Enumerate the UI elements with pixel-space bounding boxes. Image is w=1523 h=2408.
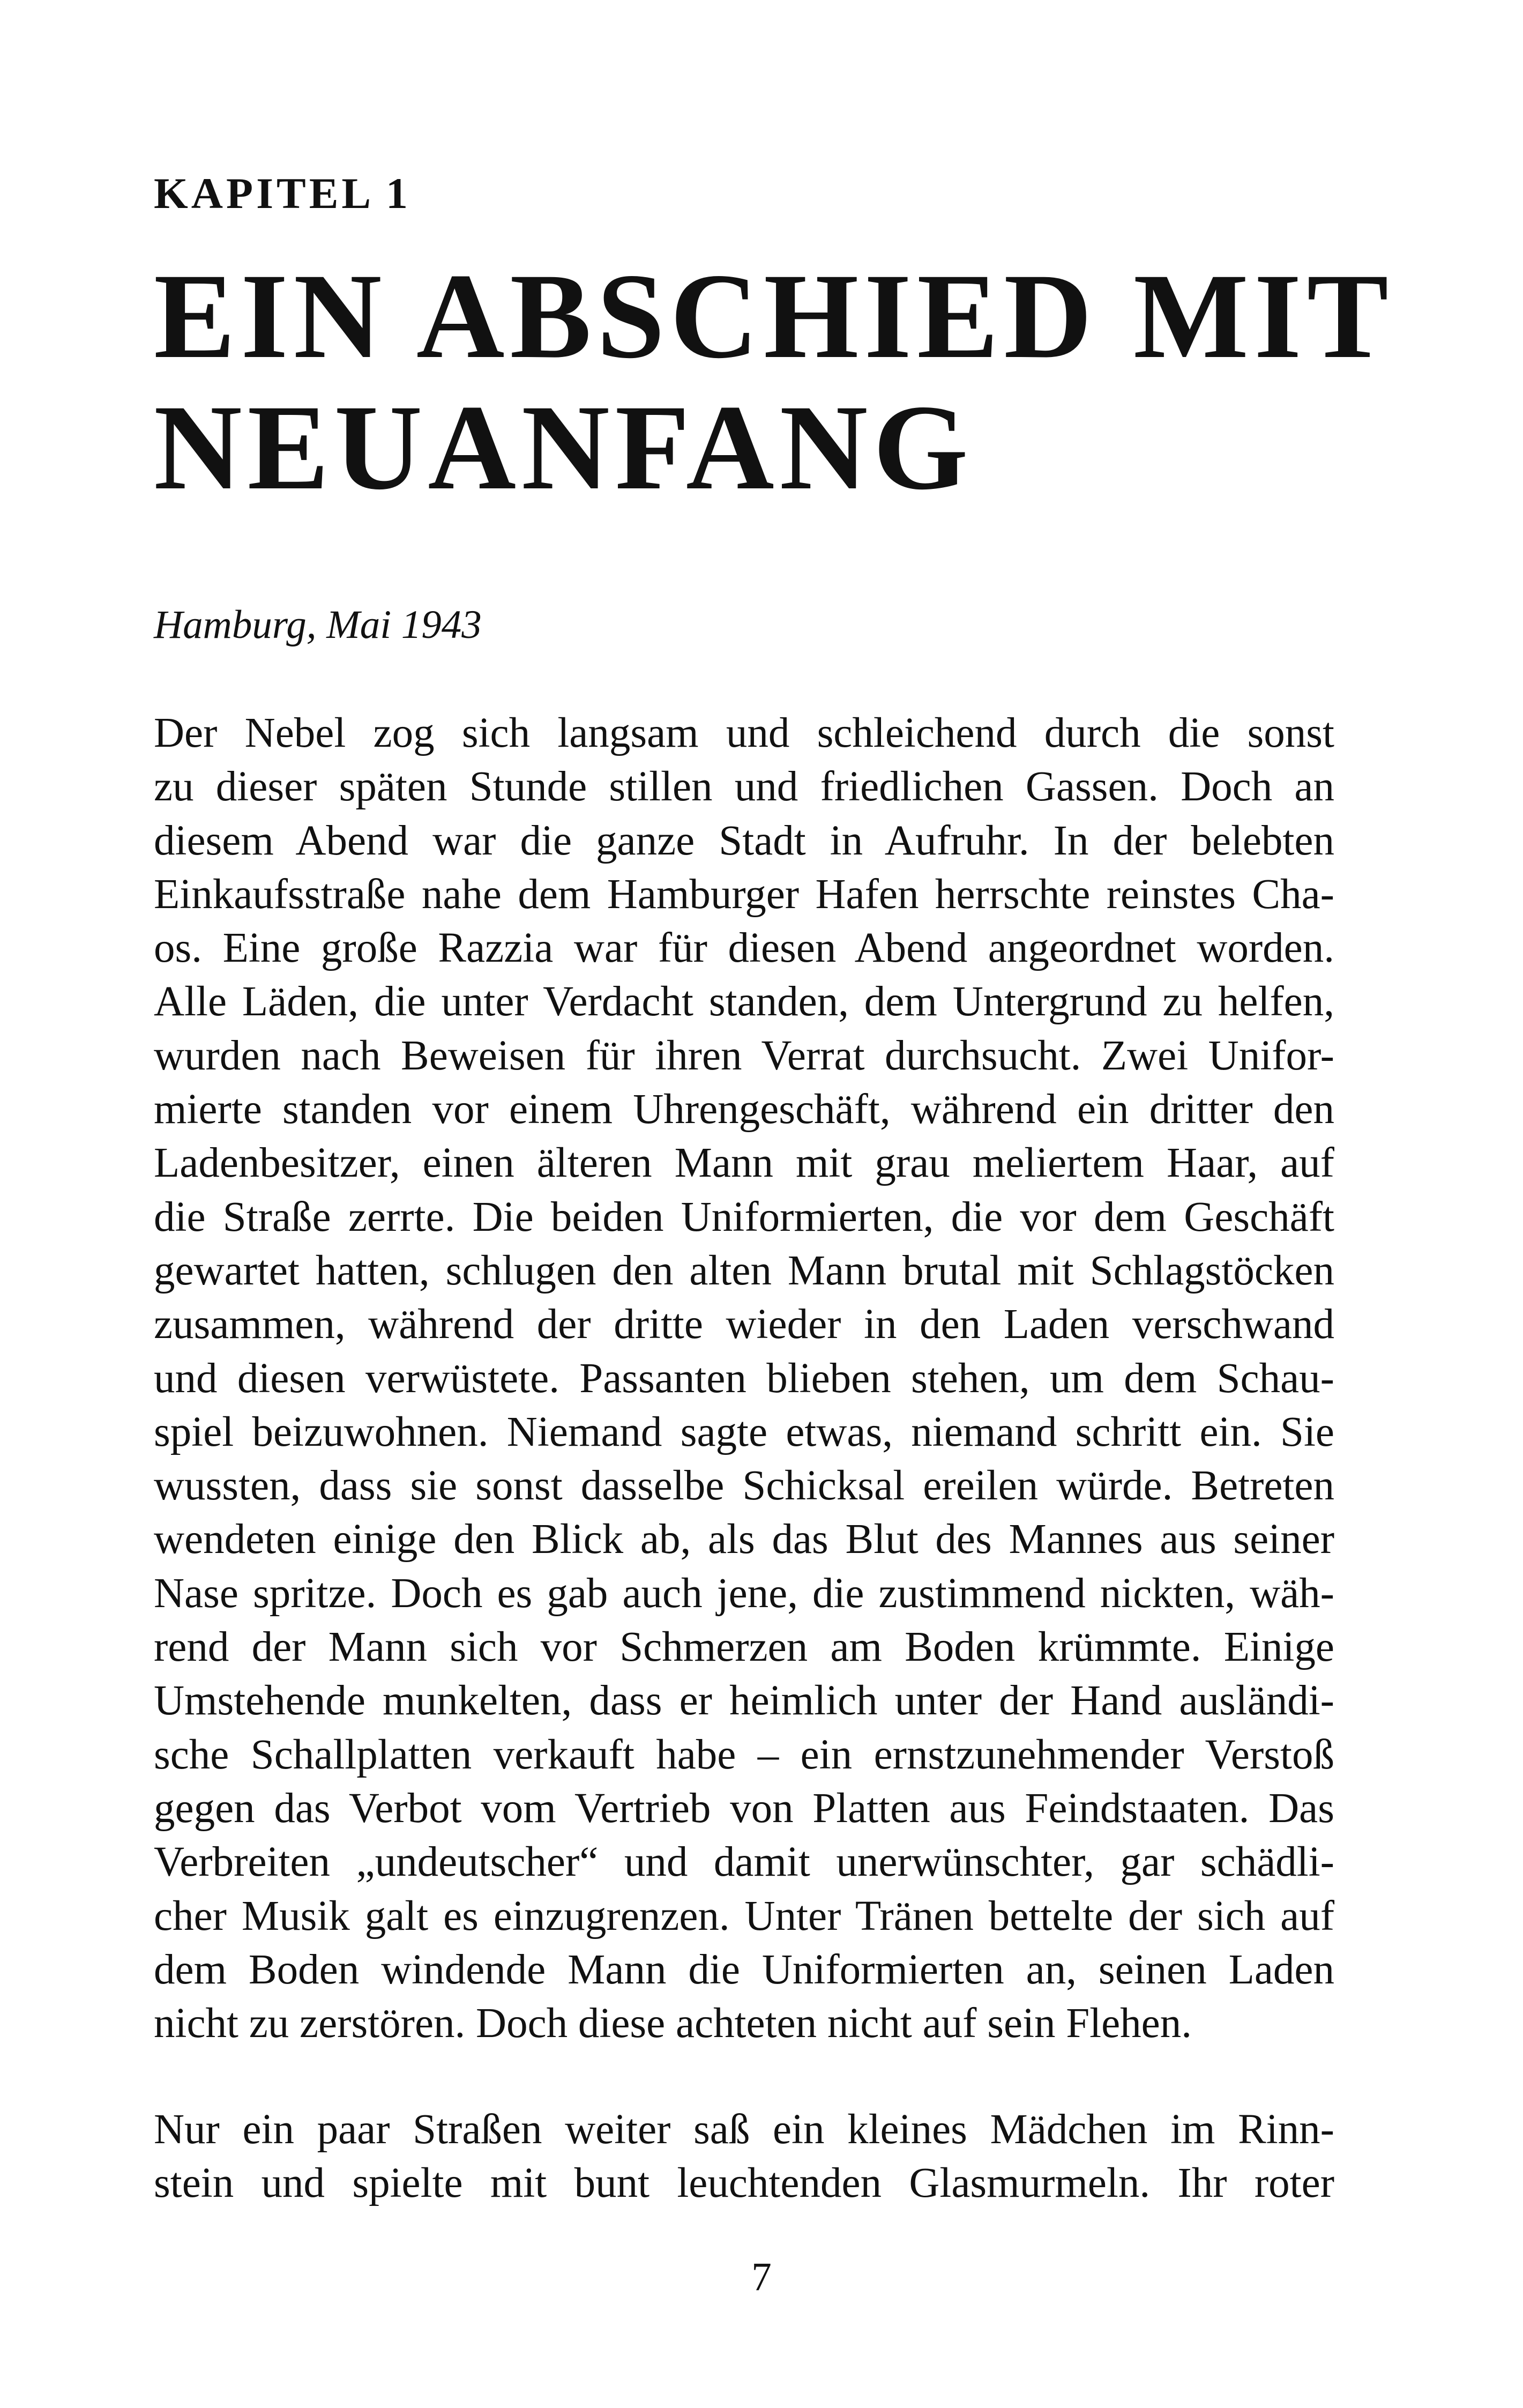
- text-line: zu dieser späten Stunde stillen und friedlichen Gassen. Doch an: [154, 763, 1334, 811]
- text-line: gegen das Verbot vom Vertrieb von Platten aus Feindstaaten. Das: [154, 1785, 1334, 1832]
- text-line: nicht zu zerstören. Doch diese achteten nicht auf sein Flehen.: [154, 2000, 1192, 2047]
- text-line: zusammen, während der dritte wieder in den Laden verschwand: [154, 1301, 1334, 1348]
- text-line: rend der Mann sich vor Schmerzen am Boden krümmte. Einige: [154, 1624, 1334, 1671]
- text-line: wendeten einige den Blick ab, als das Blut des Mannes aus seiner: [154, 1516, 1334, 1563]
- text-line: Umstehende munkelten, dass er heimlich unter der Hand ausländi-: [154, 1677, 1334, 1725]
- text-line: und diesen verwüstete. Passanten blieben stehen, um dem Schau-: [154, 1355, 1334, 1402]
- text-line: Ladenbesitzer, einen älteren Mann mit grau meliertem Haar, auf: [154, 1140, 1334, 1187]
- text-line: sche Schallplatten verkauft habe – ein ernstzunehmender Verstoß: [154, 1731, 1334, 1778]
- text-line: cher Musik galt es einzugrenzen. Unter Tränen bettelte der sich auf: [154, 1892, 1334, 1939]
- text-line: os. Eine große Razzia war für diesen Abend angeordnet worden.: [154, 925, 1334, 972]
- text-line: spiel beizuwohnen. Niemand sagte etwas, niemand schritt ein. Sie: [154, 1408, 1334, 1455]
- text-line: stein und spielte mit bunt leuchtenden Glasmurmeln. Ihr roter: [154, 2160, 1334, 2207]
- text-line: Verbreiten „undeutscher“ und damit unerwünschter, gar schädli-: [154, 1839, 1334, 1886]
- place-date-heading: Hamburg, Mai 1943: [154, 603, 482, 647]
- text-line: wussten, dass sie sonst dasselbe Schicksal ereilen würde. Betreten: [154, 1462, 1334, 1510]
- text-line: Einkaufsstraße nahe dem Hamburger Hafen herrschte reinstes Cha-: [154, 871, 1334, 918]
- text-line: gewartet hatten, schlugen den alten Mann brutal mit Schlagstöcken: [154, 1247, 1334, 1294]
- chapter-label: KAPITEL 1: [154, 169, 412, 218]
- text-line: wurden nach Beweisen für ihren Verrat durchsucht. Zwei Unifor-: [154, 1032, 1334, 1079]
- page-number: 7: [751, 2255, 772, 2299]
- text-line: Alle Läden, die unter Verdacht standen, dem Untergrund zu helfen,: [154, 978, 1334, 1025]
- text-line: Der Nebel zog sich langsam und schleichend durch die sonst: [154, 710, 1334, 756]
- text-line: Nur ein paar Straßen weiter saß ein kleines Mädchen im Rinn-: [154, 2106, 1334, 2153]
- paragraph-2: [154, 2103, 1334, 2211]
- text-line: mierte standen vor einem Uhrengeschäft, während ein dritter den: [154, 1086, 1334, 1133]
- chapter-title: [154, 249, 1394, 515]
- paragraph-1: [154, 707, 1334, 2050]
- text-line: die Straße zerrte. Die beiden Uniformierten, die vor dem Geschäft: [154, 1193, 1334, 1240]
- chapter-title-line: NEUANFANG: [154, 380, 974, 515]
- chapter-title-line: EIN ABSCHIED MIT: [154, 249, 1394, 384]
- text-line: diesem Abend war die ganze Stadt in Aufruhr. In der belebten: [154, 817, 1334, 864]
- text-line: Nase spritze. Doch es gab auch jene, die zustimmend nickten, wäh-: [154, 1570, 1334, 1617]
- text-line: dem Boden windende Mann die Uniformierten an, seinen Laden: [154, 1946, 1334, 1993]
